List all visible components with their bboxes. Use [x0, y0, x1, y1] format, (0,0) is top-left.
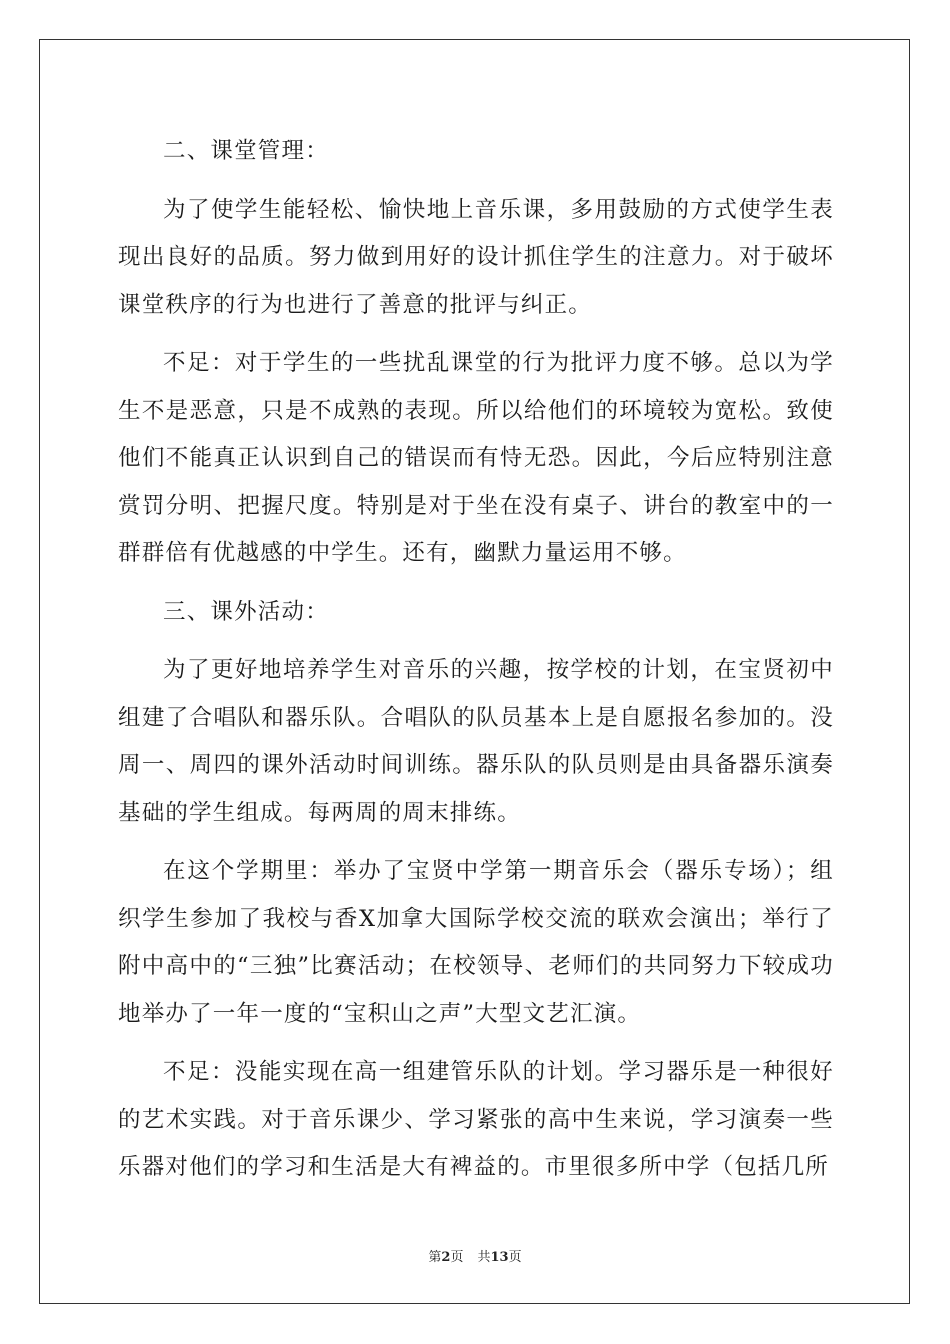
section-heading-activities: 三、课外活动： — [163, 598, 329, 625]
footer-page-number: 2 — [441, 1250, 451, 1265]
paragraph: 在这个学期里：举办了宝贤中学第一期音乐会（器乐专场）；组织学生参加了我校与香X加拿大国际学校交流的联欢会演出；举行了附中高中的“三独”比赛活动；在校领导、老师们的共同努力下较成功地举办了一年一度的“宝积山之声”大型文艺汇演。 — [118, 858, 834, 1027]
footer-total-pages: 13 — [490, 1250, 509, 1265]
paragraph: 为了更好地培养学生对音乐的兴趣，按学校的计划，在宝贤初中组建了合唱队和器乐队。合唱队的队员基本上是自愿报名参加的。没周一、周四的课外活动时间训练。器乐队的队员则是由具备器乐演奏基础的学生组成。每两周的周末排练。 — [118, 657, 834, 826]
page-footer — [0, 1246, 950, 1265]
section-heading-classroom: 二、课堂管理： — [163, 138, 329, 164]
footer-total-prefix: 共 — [477, 1250, 491, 1265]
footer-page-suffix: 页 — [450, 1250, 464, 1265]
paragraph: 为了使学生能轻松、愉快地上音乐课，多用鼓励的方式使学生表现出良好的品质。努力做到用好的设计抓住学生的注意力。对于破坏课堂秩序的行为也进行了善意的批评与纠正。 — [118, 196, 834, 318]
paragraph: 不足：没能实现在高一组建管乐队的计划。学习器乐是一种很好的艺术实践。对于音乐课少、学习紧张的高中生来说，学习演奏一些乐器对他们的学习和生活是大有裨益的。市里很多所中学（包括几所 — [118, 1059, 834, 1180]
paragraph: 不足：对于学生的一些扰乱课堂的行为批评力度不够。总以为学生不是恶意，只是不成熟的表现。所以给他们的环境较为宽松。致使他们不能真正认识到自己的错误而有恃无恐。因此，今后应特别注意赏罚分明、把握尺度。特别是对于坐在没有桌子、讲台的教室中的一群群倍有优越感的中学生。还有，幽默力量运用不够。 — [118, 350, 834, 566]
footer-total-suffix: 页 — [508, 1250, 522, 1265]
footer-prefix: 第 — [428, 1250, 442, 1265]
document-body — [118, 128, 834, 1203]
